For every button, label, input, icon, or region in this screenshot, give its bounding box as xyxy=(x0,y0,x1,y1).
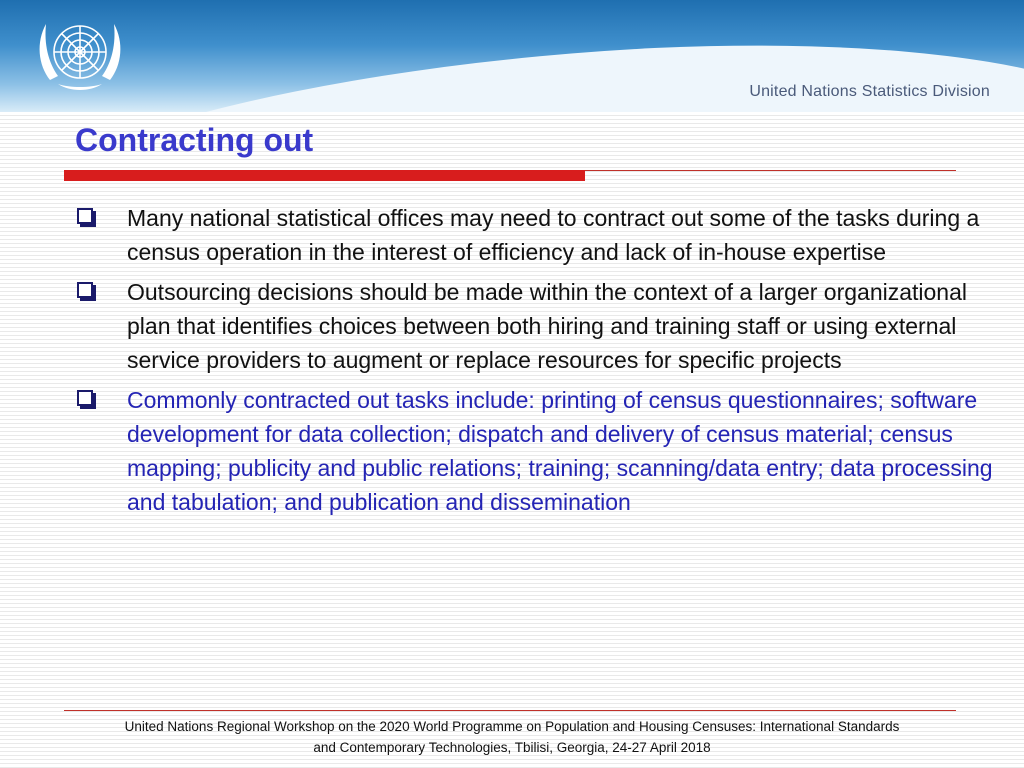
checkbox-bullet-icon xyxy=(77,390,93,406)
un-emblem-icon xyxy=(28,10,132,102)
checkbox-bullet-icon xyxy=(77,282,93,298)
slide-title: Contracting out xyxy=(75,122,314,158)
division-name: United Nations Statistics Division xyxy=(749,83,990,100)
bullet-item xyxy=(75,383,1005,519)
header-banner xyxy=(0,0,1024,112)
footer-divider xyxy=(64,710,956,711)
footer-line-1: United Nations Regional Workshop on the 2020 World Programme on Population and Housing Censuses: International Standards xyxy=(124,719,900,734)
footer-line-2: and Contemporary Technologies, Tbilisi, Georgia, 24-27 April 2018 xyxy=(313,740,711,755)
bullet-item xyxy=(75,201,1005,269)
bullet-text: Commonly contracted out tasks include: printing of census questionnaires; software development for data collection; dispatch and delivery of census material; census mapping; publicity and public relations; training; scanning/data entry; data processing and tabulation; and publication and dissemination xyxy=(127,387,993,515)
title-accent-bar xyxy=(64,170,585,181)
bullet-list xyxy=(75,201,1005,525)
bullet-item xyxy=(75,275,1005,377)
bullet-text: Many national statistical offices may need to contract out some of the tasks during a census operation in the interest of efficiency and lack of in-house expertise xyxy=(127,205,980,265)
bullet-text: Outsourcing decisions should be made within the context of a larger organizational plan that identifies choices between both hiring and training staff or using external service providers to augment or replace resources for specific projects xyxy=(127,279,967,373)
footer xyxy=(40,716,984,758)
checkbox-bullet-icon xyxy=(77,208,93,224)
